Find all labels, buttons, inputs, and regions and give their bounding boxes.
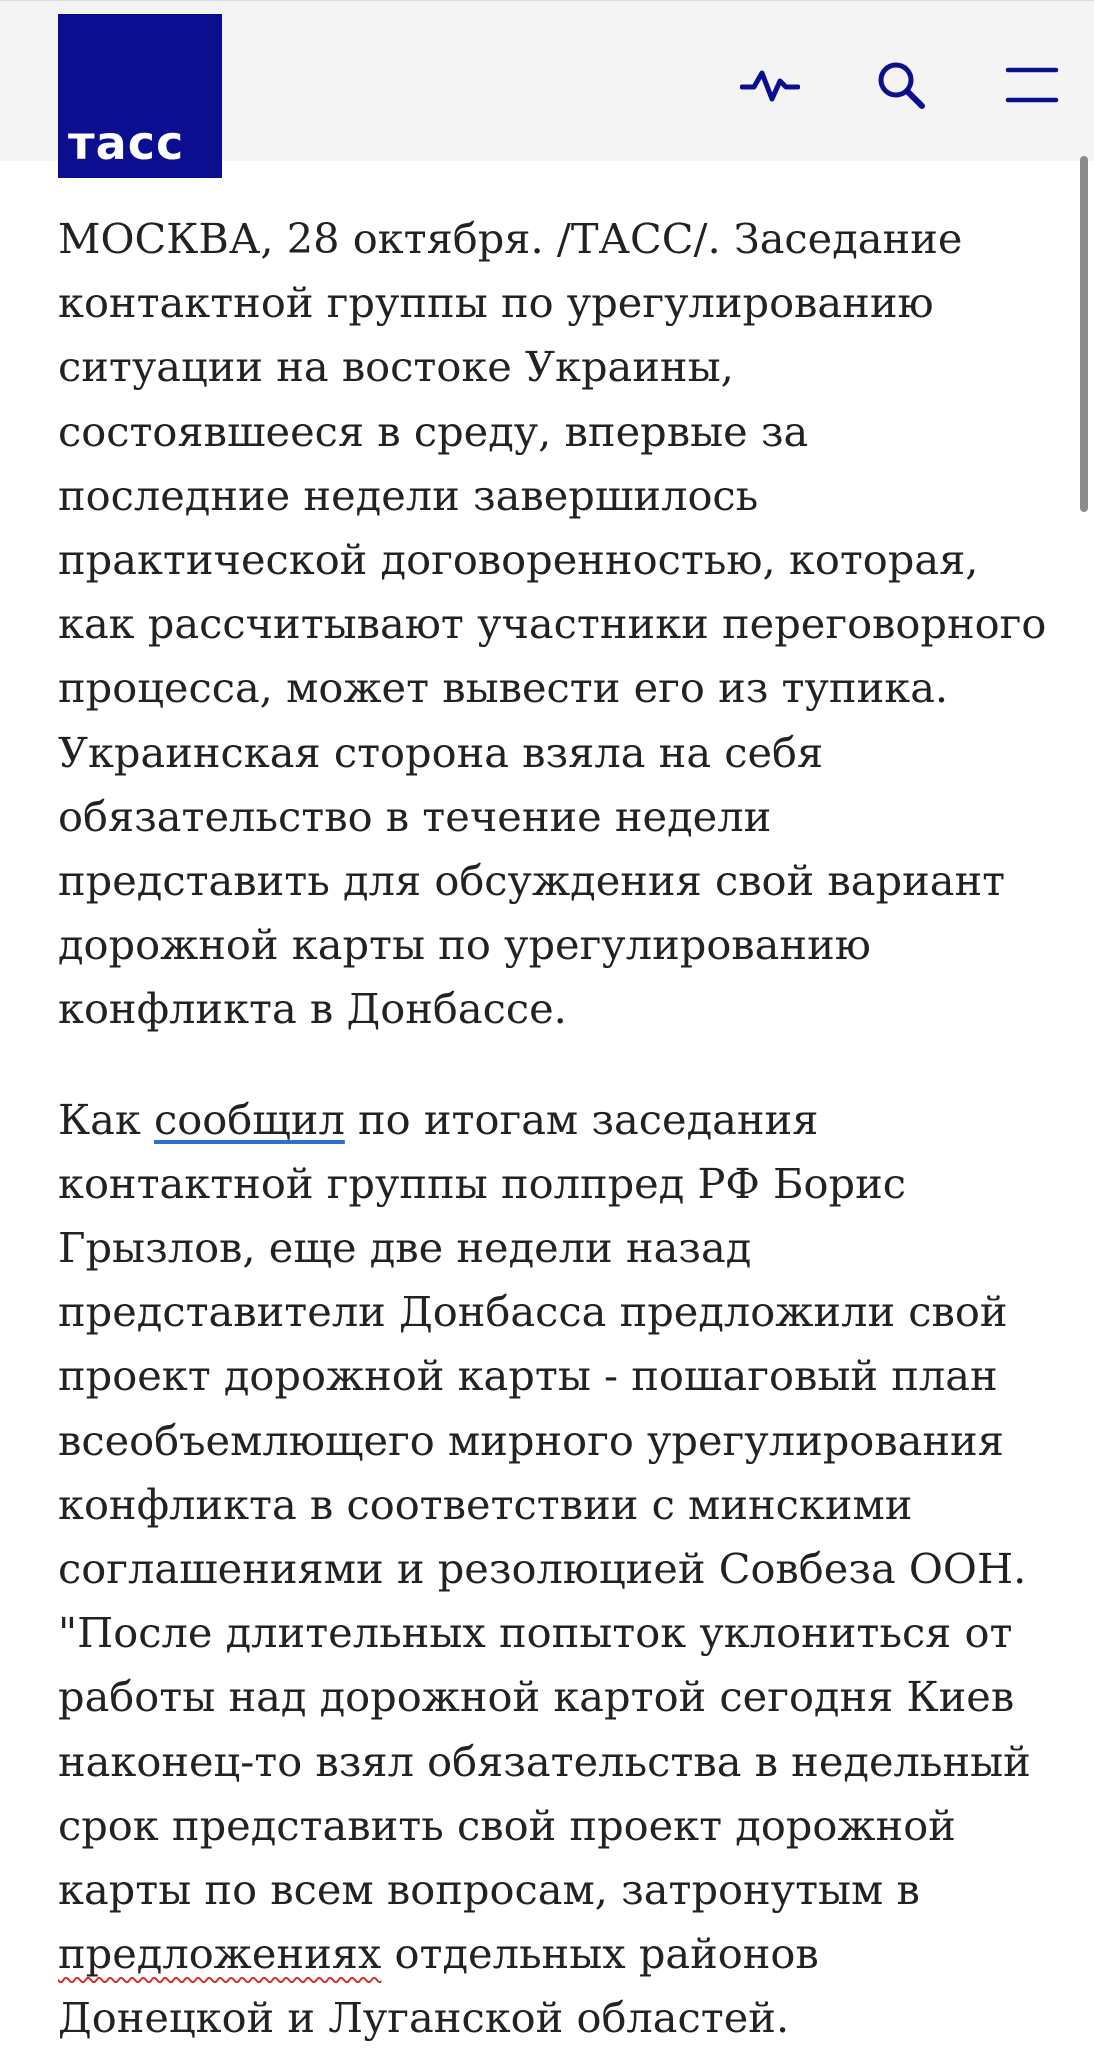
logo-text: тасс: [68, 116, 185, 170]
paragraph-text: по итогам заседания контактной группы полпред РФ Борис Грызлов, еще две недели назад представители Донбасса предложили свой проект дорожной карты - пошаговый план всеобъемлющего мирного урегулирования конфликта в соответствии с минскими соглашениями и резолюцией Совбеза ООН. "После длительных попыток уклониться от работы над дорожной картой сегодня Киев наконец-то взял обязательства в недельный срок представить свой проект дорожной карты по всем вопросам, затронутым в: [58, 1094, 1031, 1915]
paragraph-text: Как: [58, 1094, 154, 1144]
spellcheck-marked-word: предложениях: [58, 1929, 382, 1979]
tass-logo[interactable]: [58, 14, 222, 178]
scrollbar[interactable]: [1080, 156, 1088, 512]
article-paragraph-1: МОСКВА, 28 октября. /ТАСС/. Заседание контактной группы по урегулированию ситуации на востоке Украины, состоявшееся в среду, впервые за последние недели завершилось практической договоренностью, которая, как рассчитывают участники переговорного процесса, может вывести его из тупика. Украинская сторона взяла на себя обязательство в течение недели представить для обсуждения свой вариант дорожной карты по урегулированию конфликта в Донбассе.: [58, 214, 1047, 1034]
article-paragraph-2: [58, 1088, 1048, 2048]
menu-icon[interactable]: [1000, 53, 1064, 117]
article-body: [58, 207, 1048, 2048]
paragraph-text: отдельных районов Донецкой и Луганской областей.: [58, 1929, 819, 2043]
activity-pulse-icon[interactable]: [738, 53, 802, 117]
search-icon[interactable]: [869, 53, 933, 117]
article-link-soobshil[interactable]: сообщил: [154, 1094, 345, 1144]
